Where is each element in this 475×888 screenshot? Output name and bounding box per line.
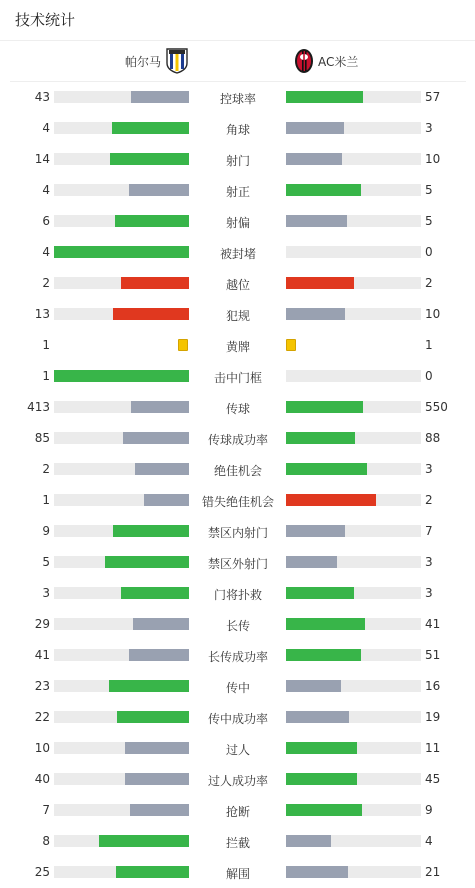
stat-row [0, 826, 475, 857]
home-value: 7 [42, 803, 50, 817]
away-bar-fill [286, 432, 355, 444]
home-bar-track [54, 122, 189, 134]
home-bar-track [54, 215, 189, 227]
home-bar-fill [105, 556, 189, 568]
home-bar-track [54, 866, 189, 878]
away-value: 10 [425, 152, 441, 166]
away-bar-fill [286, 91, 363, 103]
away-yellow-card-icon [286, 339, 296, 351]
away-value: 0 [425, 245, 433, 259]
stat-row [0, 423, 475, 454]
away-value: 3 [425, 555, 433, 569]
stat-row [0, 361, 475, 392]
home-bar-fill [121, 587, 189, 599]
home-bar-fill [54, 370, 189, 382]
away-bar-track [286, 773, 421, 785]
home-bar-fill [109, 680, 189, 692]
away-bar-track [286, 587, 421, 599]
stat-row [0, 702, 475, 733]
home-bar-track [54, 277, 189, 289]
away-bar-fill [286, 866, 348, 878]
away-bar-track [286, 742, 421, 754]
stat-row [0, 516, 475, 547]
home-bar-track [54, 556, 189, 568]
stat-label: 长传 [225, 619, 250, 633]
stat-label: 越位 [225, 278, 250, 292]
away-bar-track [286, 494, 421, 506]
home-value: 413 [27, 400, 50, 414]
home-bar-fill [99, 835, 189, 847]
stat-row [0, 547, 475, 578]
home-value: 14 [34, 152, 50, 166]
home-bar-fill [131, 91, 189, 103]
away-bar-fill [286, 618, 365, 630]
stat-label: 门将扑救 [213, 588, 262, 602]
away-value: 51 [425, 648, 441, 662]
away-bar-track [286, 463, 421, 475]
home-bar-track [54, 680, 189, 692]
away-bar-track [286, 215, 421, 227]
stat-row [0, 299, 475, 330]
home-value: 8 [42, 834, 50, 848]
stat-label: 长传成功率 [207, 650, 268, 664]
stat-label: 过人成功率 [207, 774, 268, 788]
away-bar-fill [286, 804, 362, 816]
home-bar-track [54, 401, 189, 413]
away-value: 0 [425, 369, 433, 383]
stat-label: 射门 [225, 154, 250, 168]
home-bar-fill [125, 742, 189, 754]
home-value: 43 [34, 90, 50, 104]
away-bar-fill [286, 711, 349, 723]
home-bar-track [54, 432, 189, 444]
away-bar-fill [286, 277, 354, 289]
home-bar-track [54, 649, 189, 661]
away-value: 16 [425, 679, 441, 693]
home-bar-fill [110, 153, 189, 165]
stat-label: 错失绝佳机会 [201, 495, 274, 509]
stat-row [0, 268, 475, 299]
home-bar-fill [123, 432, 189, 444]
teams-header [0, 41, 475, 81]
stat-label: 射正 [225, 185, 250, 199]
home-bar-track [54, 742, 189, 754]
home-bar-fill [112, 122, 189, 134]
away-bar-fill [286, 835, 331, 847]
away-bar-fill [286, 742, 357, 754]
stat-row [0, 764, 475, 795]
away-bar-track [286, 432, 421, 444]
away-value: 41 [425, 617, 441, 631]
stat-label: 黄牌 [225, 340, 250, 354]
away-bar-fill [286, 587, 354, 599]
away-value: 7 [425, 524, 433, 538]
home-value: 29 [34, 617, 50, 631]
stat-row [0, 609, 475, 640]
stat-row [0, 330, 475, 361]
away-bar-track [286, 556, 421, 568]
home-value: 1 [42, 493, 50, 507]
home-value: 41 [34, 648, 50, 662]
home-bar-track [54, 525, 189, 537]
away-bar-track [286, 308, 421, 320]
home-bar-track [54, 804, 189, 816]
home-value: 13 [34, 307, 50, 321]
stat-row [0, 113, 475, 144]
stat-label: 拦截 [225, 836, 250, 850]
away-bar-fill [286, 773, 357, 785]
home-bar-track [54, 184, 189, 196]
away-team-name: AC米兰 [318, 55, 359, 69]
home-value: 23 [34, 679, 50, 693]
home-bar-fill [129, 649, 189, 661]
away-bar-track [286, 370, 421, 382]
parma-crest-icon [166, 48, 188, 74]
home-value: 5 [42, 555, 50, 569]
home-bar-track [54, 308, 189, 320]
home-bar-track [54, 773, 189, 785]
away-bar-fill [286, 463, 367, 475]
stat-label: 传中成功率 [207, 712, 268, 726]
home-value: 10 [34, 741, 50, 755]
stat-row [0, 733, 475, 764]
away-bar-track [286, 277, 421, 289]
home-value: 1 [42, 369, 50, 383]
away-value: 1 [425, 338, 433, 352]
stat-label: 被封堵 [219, 247, 256, 261]
away-value: 3 [425, 586, 433, 600]
home-bar-track [54, 835, 189, 847]
home-value: 4 [42, 183, 50, 197]
home-bar-fill [116, 866, 189, 878]
away-bar-track [286, 866, 421, 878]
home-bar-track [54, 618, 189, 630]
home-value: 6 [42, 214, 50, 228]
home-bar-fill [54, 246, 189, 258]
stat-label: 传球 [225, 402, 250, 416]
home-value: 2 [42, 462, 50, 476]
away-bar-track [286, 804, 421, 816]
stat-row [0, 454, 475, 485]
section-title: 技术统计 [15, 11, 76, 29]
away-bar-track [286, 401, 421, 413]
stat-row [0, 237, 475, 268]
home-value: 40 [34, 772, 50, 786]
home-value: 4 [42, 121, 50, 135]
away-value: 2 [425, 276, 433, 290]
away-bar-fill [286, 556, 337, 568]
away-bar-fill [286, 494, 376, 506]
home-value: 22 [34, 710, 50, 724]
home-bar-track [54, 587, 189, 599]
away-bar-track [286, 525, 421, 537]
home-bar-track [54, 246, 189, 258]
home-bar-fill [113, 525, 189, 537]
home-value: 1 [42, 338, 50, 352]
away-bar-fill [286, 680, 341, 692]
away-bar-track [286, 618, 421, 630]
away-bar-fill [286, 649, 361, 661]
away-value: 5 [425, 183, 433, 197]
away-bar-track [286, 122, 421, 134]
home-bar-fill [121, 277, 189, 289]
away-value: 3 [425, 121, 433, 135]
stat-row [0, 175, 475, 206]
stat-label: 击中门框 [213, 371, 262, 385]
home-bar-track [54, 463, 189, 475]
home-value: 3 [42, 586, 50, 600]
away-bar-fill [286, 525, 345, 537]
away-value: 57 [425, 90, 441, 104]
home-bar-track [54, 91, 189, 103]
away-value: 3 [425, 462, 433, 476]
away-bar-track [286, 649, 421, 661]
stat-label: 绝佳机会 [213, 464, 262, 478]
stat-row [0, 82, 475, 113]
home-bar-fill [117, 711, 189, 723]
away-bar-track [286, 711, 421, 723]
home-value: 85 [34, 431, 50, 445]
away-bar-track [286, 835, 421, 847]
stat-row [0, 857, 475, 888]
away-value: 2 [425, 493, 433, 507]
away-bar-track [286, 184, 421, 196]
home-bar-track [54, 711, 189, 723]
home-value: 2 [42, 276, 50, 290]
home-yellow-card-icon [178, 339, 188, 351]
home-bar-fill [131, 401, 189, 413]
home-value: 4 [42, 245, 50, 259]
home-bar-track [54, 494, 189, 506]
home-value: 9 [42, 524, 50, 538]
away-bar-track [286, 680, 421, 692]
stat-label: 传球成功率 [207, 433, 268, 447]
away-value: 21 [425, 865, 441, 879]
stat-row [0, 392, 475, 423]
stat-row [0, 795, 475, 826]
stat-label: 传中 [225, 681, 250, 695]
home-bar-fill [113, 308, 189, 320]
stat-row [0, 578, 475, 609]
home-bar-track [54, 370, 189, 382]
stat-label: 过人 [225, 743, 250, 757]
away-bar-fill [286, 401, 363, 413]
stat-label: 禁区内射门 [207, 526, 268, 540]
away-value: 9 [425, 803, 433, 817]
away-value: 19 [425, 710, 441, 724]
away-value: 11 [425, 741, 441, 755]
away-bar-fill [286, 153, 342, 165]
home-bar-fill [129, 184, 189, 196]
stat-row [0, 485, 475, 516]
home-bar-fill [115, 215, 189, 227]
stat-label: 射偏 [225, 216, 250, 230]
away-bar-fill [286, 308, 345, 320]
ac-milan-crest-icon [294, 48, 314, 74]
home-bar-fill [144, 494, 189, 506]
away-bar-fill [286, 184, 361, 196]
away-bar-fill [286, 215, 347, 227]
away-bar-track [286, 91, 421, 103]
home-bar-track [54, 153, 189, 165]
away-bar-track [286, 153, 421, 165]
home-bar-fill [130, 804, 189, 816]
away-value: 4 [425, 834, 433, 848]
away-bar-track [286, 246, 421, 258]
stat-row [0, 671, 475, 702]
home-team-name: 帕尔马 [124, 55, 161, 69]
stat-label: 控球率 [219, 92, 256, 106]
away-value: 10 [425, 307, 441, 321]
stat-row [0, 144, 475, 175]
away-value: 5 [425, 214, 433, 228]
stat-row [0, 206, 475, 237]
home-value: 25 [34, 865, 50, 879]
home-bar-fill [125, 773, 189, 785]
stat-label: 禁区外射门 [207, 557, 268, 571]
stat-label: 犯规 [225, 309, 250, 323]
away-value: 88 [425, 431, 441, 445]
home-bar-fill [133, 618, 189, 630]
stat-label: 角球 [225, 123, 250, 137]
away-value: 45 [425, 772, 441, 786]
away-value: 550 [425, 400, 448, 414]
away-bar-fill [286, 122, 344, 134]
stat-label: 解围 [225, 867, 250, 881]
home-bar-fill [135, 463, 189, 475]
stat-label: 抢断 [225, 805, 250, 819]
stat-row [0, 640, 475, 671]
